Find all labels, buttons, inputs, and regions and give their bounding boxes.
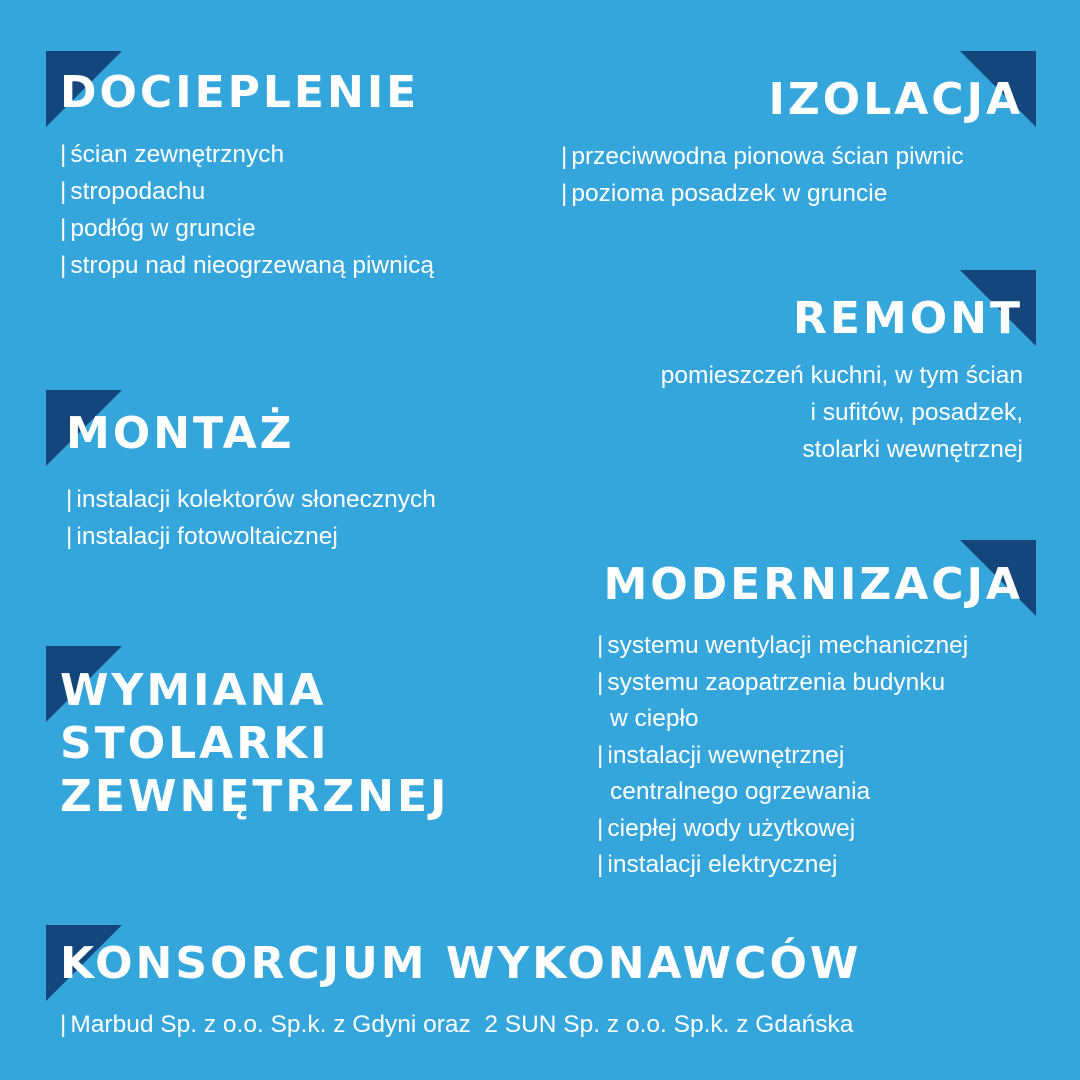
list-item: | instalacji wewnętrznej [597,741,845,769]
izolacja-list [561,138,964,212]
docieplenie-title: DOCIEPLENIE [60,67,420,118]
remont-title: REMONT [793,293,1023,344]
konsorcjum-line: | Marbud Sp. z o.o. Sp.k. z Gdyni oraz 2 SUN Sp. z o.o. Sp.k. z Gdańska [60,1011,854,1038]
list-item-continuation: centralnego ogrzewania [610,778,871,805]
konsorcjum-text [60,1006,853,1043]
list-item: | stropodachu [60,178,206,205]
list-item: | instalacji fotowoltaicznej [66,523,338,550]
list-item: | ścian zewnętrznych [60,141,285,168]
konsorcjum-title: KONSORCJUM WYKONAWCÓW [60,938,862,989]
list-item-continuation: w ciepło [610,705,699,732]
izolacja-title: IZOLACJA [768,74,1023,125]
list-item: | instalacji elektrycznej [597,851,838,878]
text-line: i sufitów, posadzek, [810,399,1023,426]
modernizacja-list [597,628,968,884]
text-line: pomieszczeń kuchni, w tym ścian [660,362,1023,389]
list-item: | ciepłej wody użytkowej [597,814,856,842]
list-item: | stropu nad nieogrzewaną piwnicą [60,252,435,279]
text-line: stolarki wewnętrznej [802,436,1023,463]
list-item: | pozioma posadzek w gruncie [561,180,888,207]
wymiana-title-line: STOLARKI [60,718,330,769]
wymiana-title-line: WYMIANA [60,665,327,716]
list-item: | podłóg w gruncie [60,215,256,242]
wymiana-title [60,664,449,823]
list-item: | przeciwwodna pionowa ścian piwnic [561,143,964,170]
list-item: | systemu wentylacji mechanicznej [597,632,969,659]
modernizacja-title: MODERNIZACJA [603,559,1023,610]
remont-text [661,357,1023,468]
list-item: | systemu zaopatrzenia budynku [597,668,946,696]
montaz-list [66,481,436,555]
docieplenie-list [60,136,434,284]
list-item: | instalacji kolektorów słonecznych [66,486,436,513]
montaz-title: MONTAŻ [66,408,295,459]
wymiana-title-line: ZEWNĘTRZNEJ [60,771,450,822]
